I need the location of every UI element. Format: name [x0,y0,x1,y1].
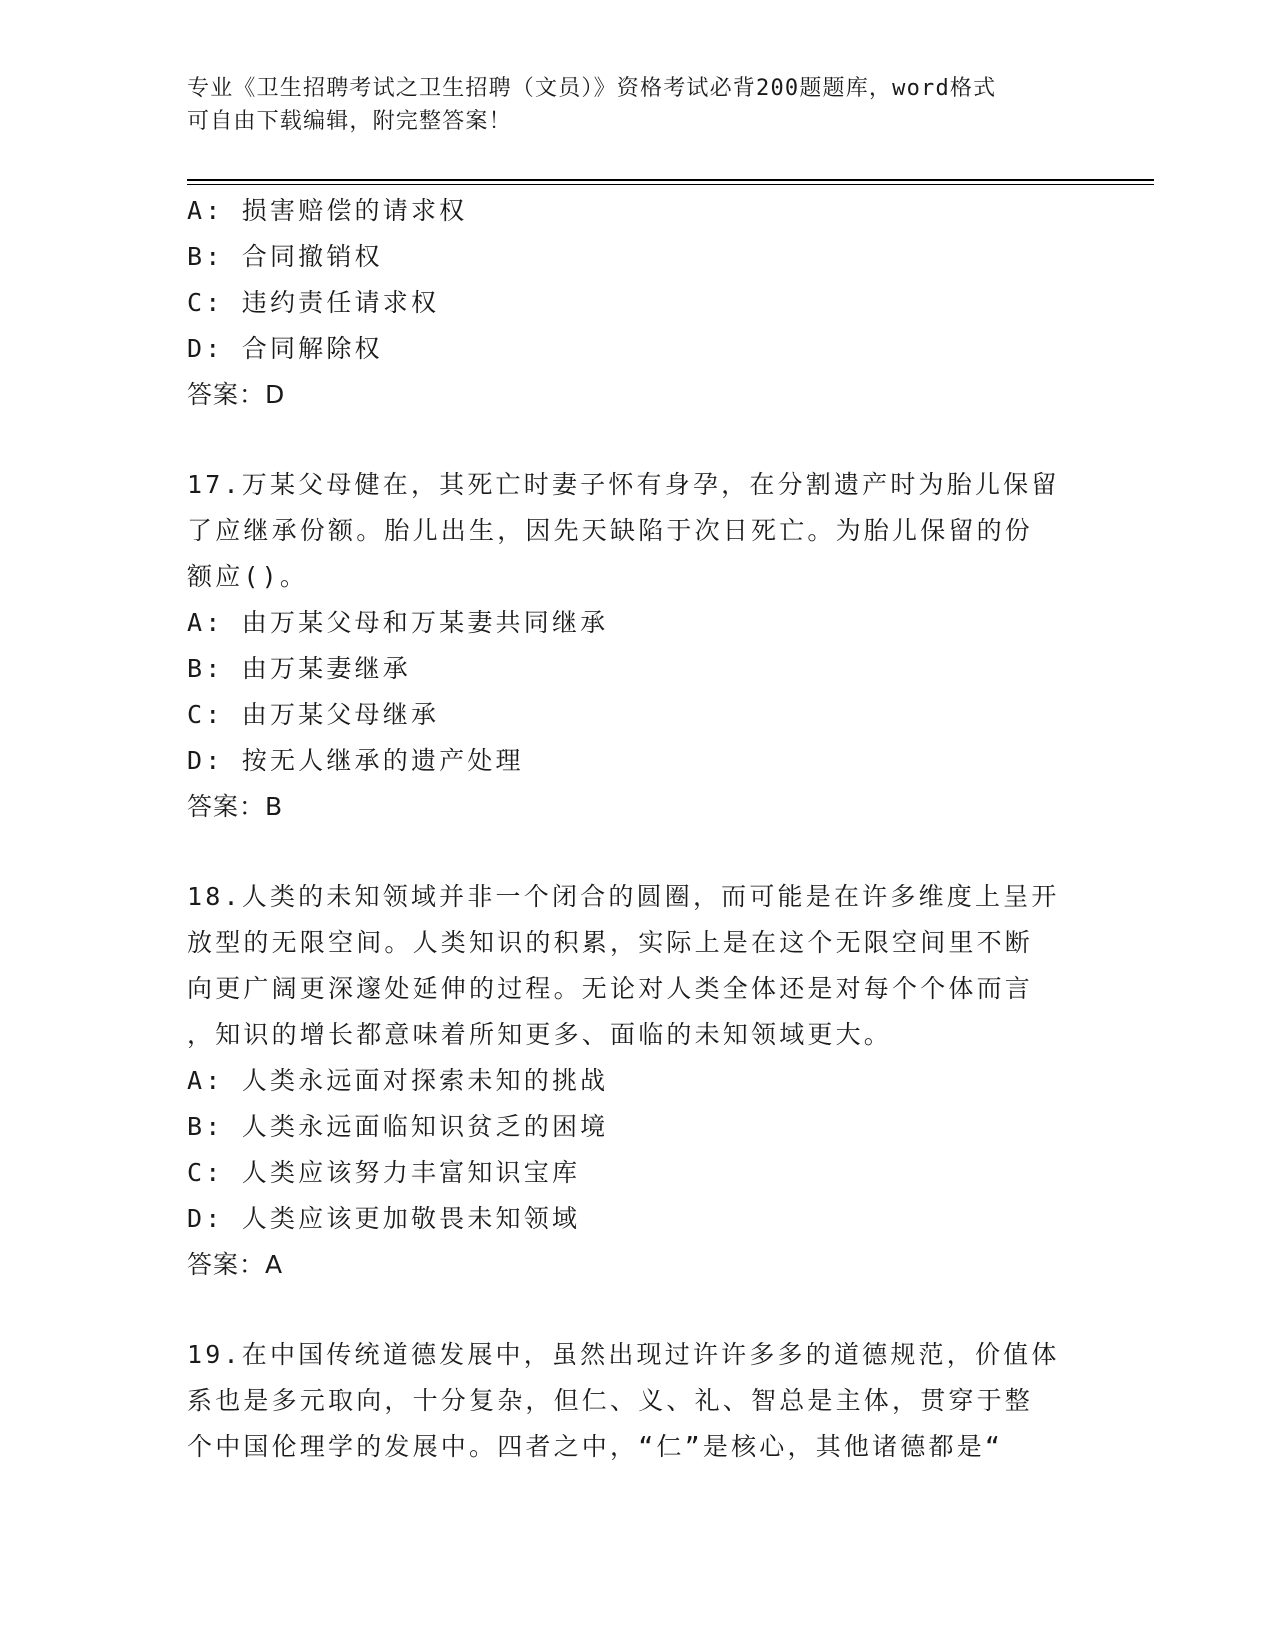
question-stem-line: 了应继承份额。胎儿出生，因先天缺陷于次日死亡。为胎儿保留的份 [187,516,1034,545]
option-c: C: 人类应该努力丰富知识宝库 [187,1158,581,1187]
question-stem-line: 额应()。 [187,562,309,591]
option-c: C: 违约责任请求权 [187,288,440,317]
option-b: B: 人类永远面临知识贫乏的困境 [187,1112,609,1141]
header-line-2: 可自由下载编辑，附完整答案！ [187,109,512,134]
question-19 [187,1332,1087,1470]
answer-text: 答案：D [187,380,286,409]
option-a: A: 人类永远面对探索未知的挑战 [187,1066,609,1095]
question-stem-line: 向更广阔更深邃处延伸的过程。无论对人类全体还是对每个个体而言 [187,974,1034,1003]
answer-text: 答案：A [187,1250,284,1279]
question-stem-line: 系也是多元取向，十分复杂，但仁、义、礼、智总是主体，贯穿于整 [187,1386,1034,1415]
option-d: D: 按无人继承的遗产处理 [187,746,524,775]
option-b: B: 合同撤销权 [187,242,383,271]
question-17 [187,462,1087,830]
header-divider-thick [187,179,1154,181]
option-a: A: 损害赔偿的请求权 [187,196,468,225]
question-stem-line: 17.万某父母健在，其死亡时妻子怀有身孕，在分割遗产时为胎儿保留 [187,470,1060,499]
option-d: D: 合同解除权 [187,334,383,363]
option-c: C: 由万某父母继承 [187,700,440,729]
question-stem-line: 18.人类的未知领域并非一个闭合的圆圈，而可能是在许多维度上呈开 [187,882,1060,911]
question-stem-line: ，知识的增长都意味着所知更多、面临的未知领域更大。 [187,1020,893,1049]
header-line-1: 专业《卫生招聘考试之卫生招聘（文员）》资格考试必背200题题库，word格式 [187,76,997,101]
option-b: B: 由万某妻继承 [187,654,411,683]
option-a: A: 由万某父母和万某妻共同继承 [187,608,609,637]
page-header [187,72,1067,138]
answer-text: 答案：B [187,792,284,821]
question-stem-line: 放型的无限空间。人类知识的积累，实际上是在这个无限空间里不断 [187,928,1034,957]
question-stem-line: 个中国伦理学的发展中。四者之中，“仁”是核心，其他诸德都是“ [187,1432,1004,1461]
question-16 [187,188,1087,418]
option-d: D: 人类应该更加敬畏未知领域 [187,1204,581,1233]
question-stem-line: 19.在中国传统道德发展中，虽然出现过许许多多的道德规范，价值体 [187,1340,1060,1369]
header-divider-thin [187,184,1154,185]
question-list [187,188,1087,1470]
question-18 [187,874,1087,1288]
